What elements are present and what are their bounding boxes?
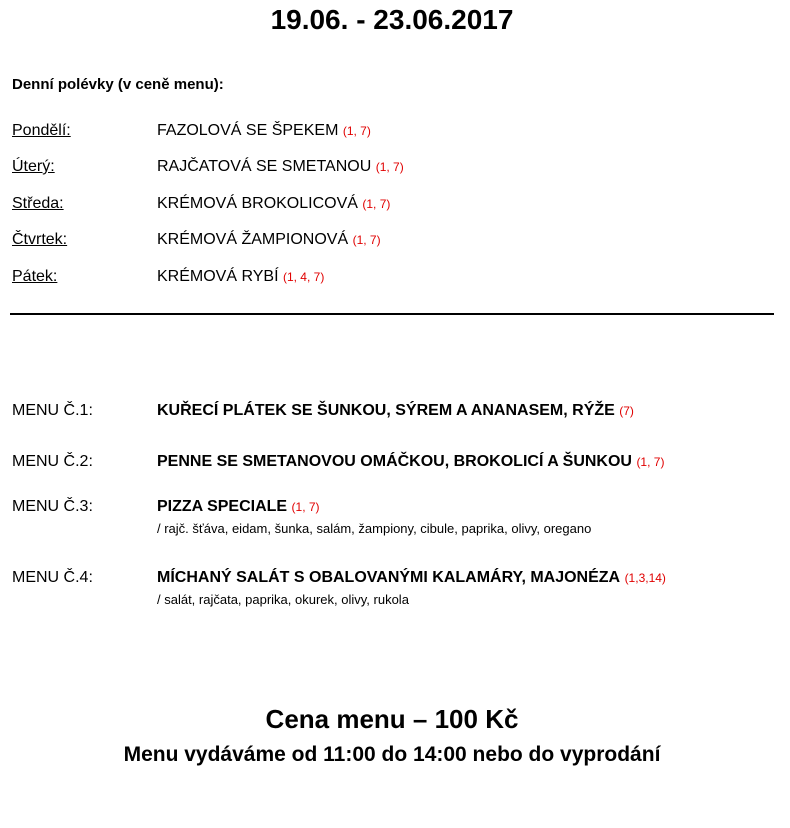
soup-dish-name: KRÉMOVÁ BROKOLICOVÁ xyxy=(157,195,358,212)
soup-allergens: (1, 7) xyxy=(352,233,381,247)
soup-row-wednesday xyxy=(12,195,772,217)
menu-label: MENU Č.2: xyxy=(12,453,93,470)
soups-heading: Denní polévky (v ceně menu): xyxy=(12,76,224,93)
menu-allergens: (1, 7) xyxy=(636,455,665,469)
soup-row-friday xyxy=(12,268,772,290)
menu-label: MENU Č.4: xyxy=(12,569,93,586)
soup-day-label: Čtvrtek: xyxy=(12,231,68,248)
menu-allergens: (1,3,14) xyxy=(624,571,666,585)
menu-dish-name: MÍCHANÝ SALÁT S OBALOVANÝMI KALAMÁRY, MAJONÉZA xyxy=(157,569,621,586)
menu-allergens: (1, 7) xyxy=(291,500,320,514)
menu-dish-name: PENNE SE SMETANOVOU OMÁČKOU, BROKOLICÍ A ŠUNKOU xyxy=(157,453,632,470)
soup-row-tuesday xyxy=(12,158,772,180)
menu-ingredients: / rajč. šťáva, eidam, šunka, salám, žampiony, cibule, paprika, olivy, oregano xyxy=(157,521,592,536)
soup-allergens: (1, 7) xyxy=(375,160,404,174)
week-title: 19.06. - 23.06.2017 xyxy=(270,4,514,35)
soup-row-thursday xyxy=(12,231,772,253)
soup-dish-name: FAZOLOVÁ SE ŠPEKEM xyxy=(157,122,339,139)
menu-price: Cena menu – 100 Kč xyxy=(265,704,519,734)
soup-dish-name: RAJČATOVÁ SE SMETANOU xyxy=(157,158,372,175)
soup-allergens: (1, 7) xyxy=(342,124,371,138)
soup-row-monday xyxy=(12,122,772,144)
soup-dish-name: KRÉMOVÁ RYBÍ xyxy=(157,268,279,285)
section-divider xyxy=(10,313,774,315)
menu-label: MENU Č.3: xyxy=(12,498,93,515)
menu-dish-name: KUŘECÍ PLÁTEK SE ŠUNKOU, SÝREM A ANANASEM, RÝŽE xyxy=(157,402,615,419)
menu-label: MENU Č.1: xyxy=(12,402,93,419)
soup-allergens: (1, 7) xyxy=(362,197,391,211)
soup-day-label: Pondělí: xyxy=(12,122,71,139)
menu-allergens: (7) xyxy=(619,404,634,418)
soup-dish-name: KRÉMOVÁ ŽAMPIONOVÁ xyxy=(157,231,349,248)
menu-ingredients: / salát, rajčata, paprika, okurek, olivy, rukola xyxy=(157,592,409,607)
soup-day-label: Středa: xyxy=(12,195,64,212)
serving-hours: Menu vydáváme od 11:00 do 14:00 nebo do vyprodání xyxy=(123,743,661,766)
soup-day-label: Úterý: xyxy=(12,158,55,175)
soup-allergens: (1, 4, 7) xyxy=(282,270,325,284)
soup-day-label: Pátek: xyxy=(12,268,58,285)
menu-dish-name: PIZZA SPECIALE xyxy=(157,498,288,515)
